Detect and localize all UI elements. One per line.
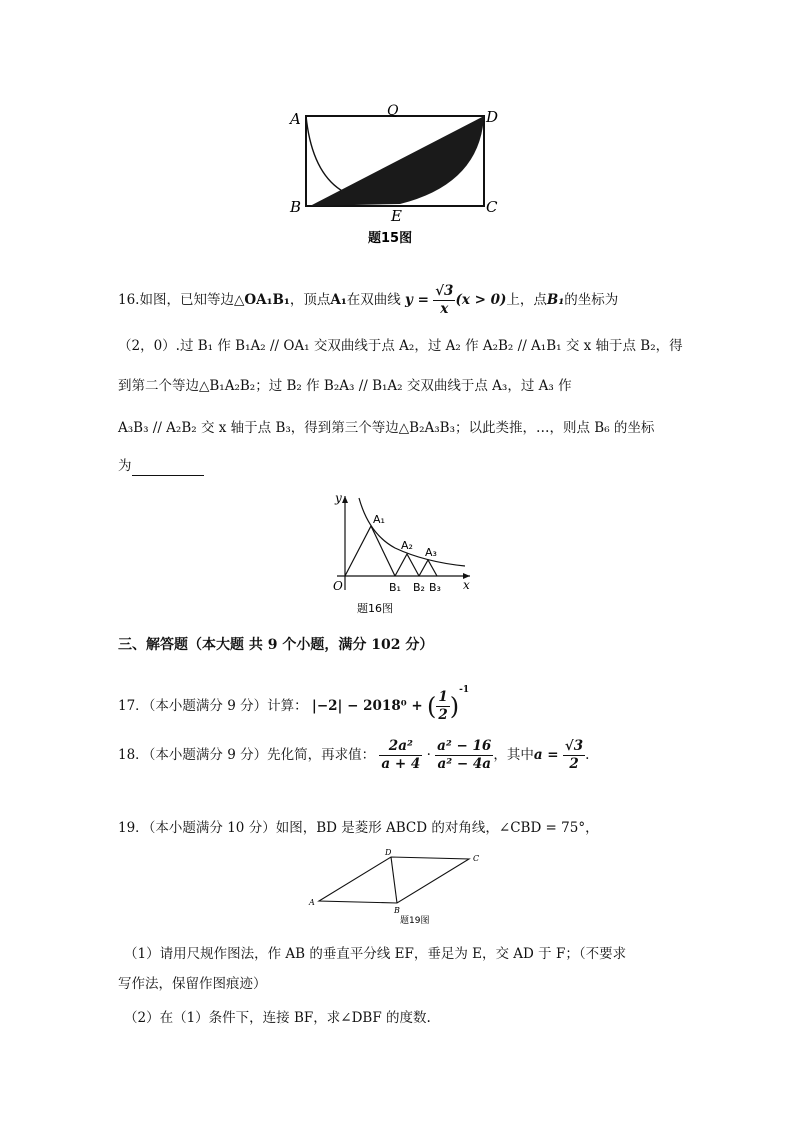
caption-fig19: 题19图	[400, 916, 430, 925]
figure-19	[305, 845, 495, 925]
caption-fig16: 题16图	[357, 602, 393, 615]
q19-part2: （2）在（1）条件下，连接 BF，求∠DBF 的度数.	[124, 1010, 431, 1026]
svg-text:B₃: B₃	[429, 581, 441, 594]
svg-text:C: C	[473, 854, 480, 863]
label-d: D	[486, 108, 499, 126]
svg-text:D: D	[385, 848, 392, 857]
label-e: E	[391, 207, 402, 225]
q17: 17．（本小题满分 9 分）计算： |−2| − 2018⁰ + ( $\frac{1}{2}$ )$^{-1}$	[118, 685, 470, 723]
triangle-1	[345, 526, 395, 576]
answer-blank[interactable]	[132, 461, 204, 476]
q18: 18．（本小题满分 9 分）先化简，再求值： $\frac{\text{2a²}}{a + 4}$ · $\frac{\text{a² − 16}}{\text{a² − 4a}}$ ，其中a = $\frac{√3}{2}$ .	[118, 738, 590, 772]
svg-text:y: y	[335, 491, 342, 505]
label-b: B	[290, 198, 302, 216]
caption-fig15: 题15图	[368, 231, 413, 246]
q16-line4: A₃B₃ // A₂B₂ 交 x 轴于点 B₃，得到第三个等边△B₂A₃B₃；以此类推，…，则点 B₆ 的坐标	[118, 420, 655, 436]
q16-fraction: $\frac{√3}{x}$	[435, 283, 454, 317]
label-c: C	[486, 198, 498, 216]
shaded-region	[310, 116, 484, 206]
hyperbola	[359, 498, 465, 566]
q19-line1: 19．（本小题满分 10 分）如图，BD 是菱形 ABCD 的对角线，∠CBD = 75°，	[118, 820, 599, 836]
section-3-heading: 三、解答题（本大题 共 9 个小题，满分 102 分）	[118, 637, 434, 653]
arc-from-a	[306, 116, 344, 192]
figure-15	[280, 100, 510, 250]
svg-text:A₂: A₂	[401, 539, 413, 552]
svg-text:x: x	[463, 578, 470, 592]
svg-text:B₂: B₂	[413, 581, 425, 594]
diagonal-bd	[391, 857, 397, 903]
q19-part1a: （1）请用尺规作图法，作 AB 的垂直平分线 EF，垂足为 E，交 AD 于 F；（不要求	[124, 946, 627, 962]
q16-line5: 为	[118, 456, 204, 476]
svg-text:B: B	[394, 906, 400, 915]
q19-part1b: 写作法，保留作图痕迹）	[118, 976, 267, 992]
svg-text:O: O	[333, 579, 343, 593]
triangle-2	[395, 554, 419, 576]
figure-16	[325, 490, 480, 625]
svg-text:A₁: A₁	[373, 513, 385, 526]
q16-line1: 16.如图，已知等边△OA₁B₁，顶点A₁在双曲线 y = $\frac{√3}{x}$ (x > 0)上，点B₁的坐标为	[118, 283, 619, 317]
q16-line3: 到第二个等边△B₁A₂B₂；过 B₂ 作 B₂A₃ // B₁A₂ 交双曲线于点 A₃，过 A₃ 作	[118, 378, 572, 394]
svg-text:A: A	[309, 898, 315, 907]
triangle-3	[419, 560, 437, 576]
label-q: Q	[387, 103, 399, 119]
svg-text:B₁: B₁	[389, 581, 401, 594]
q16-line2: （2，0）.过 B₁ 作 B₁A₂ // OA₁ 交双曲线于点 A₂，过 A₂ 作 A₂B₂ // A₁B₁ 交 x 轴于点 B₂，得	[118, 338, 683, 354]
label-a: A	[290, 110, 301, 128]
svg-text:A₃: A₃	[425, 546, 437, 559]
